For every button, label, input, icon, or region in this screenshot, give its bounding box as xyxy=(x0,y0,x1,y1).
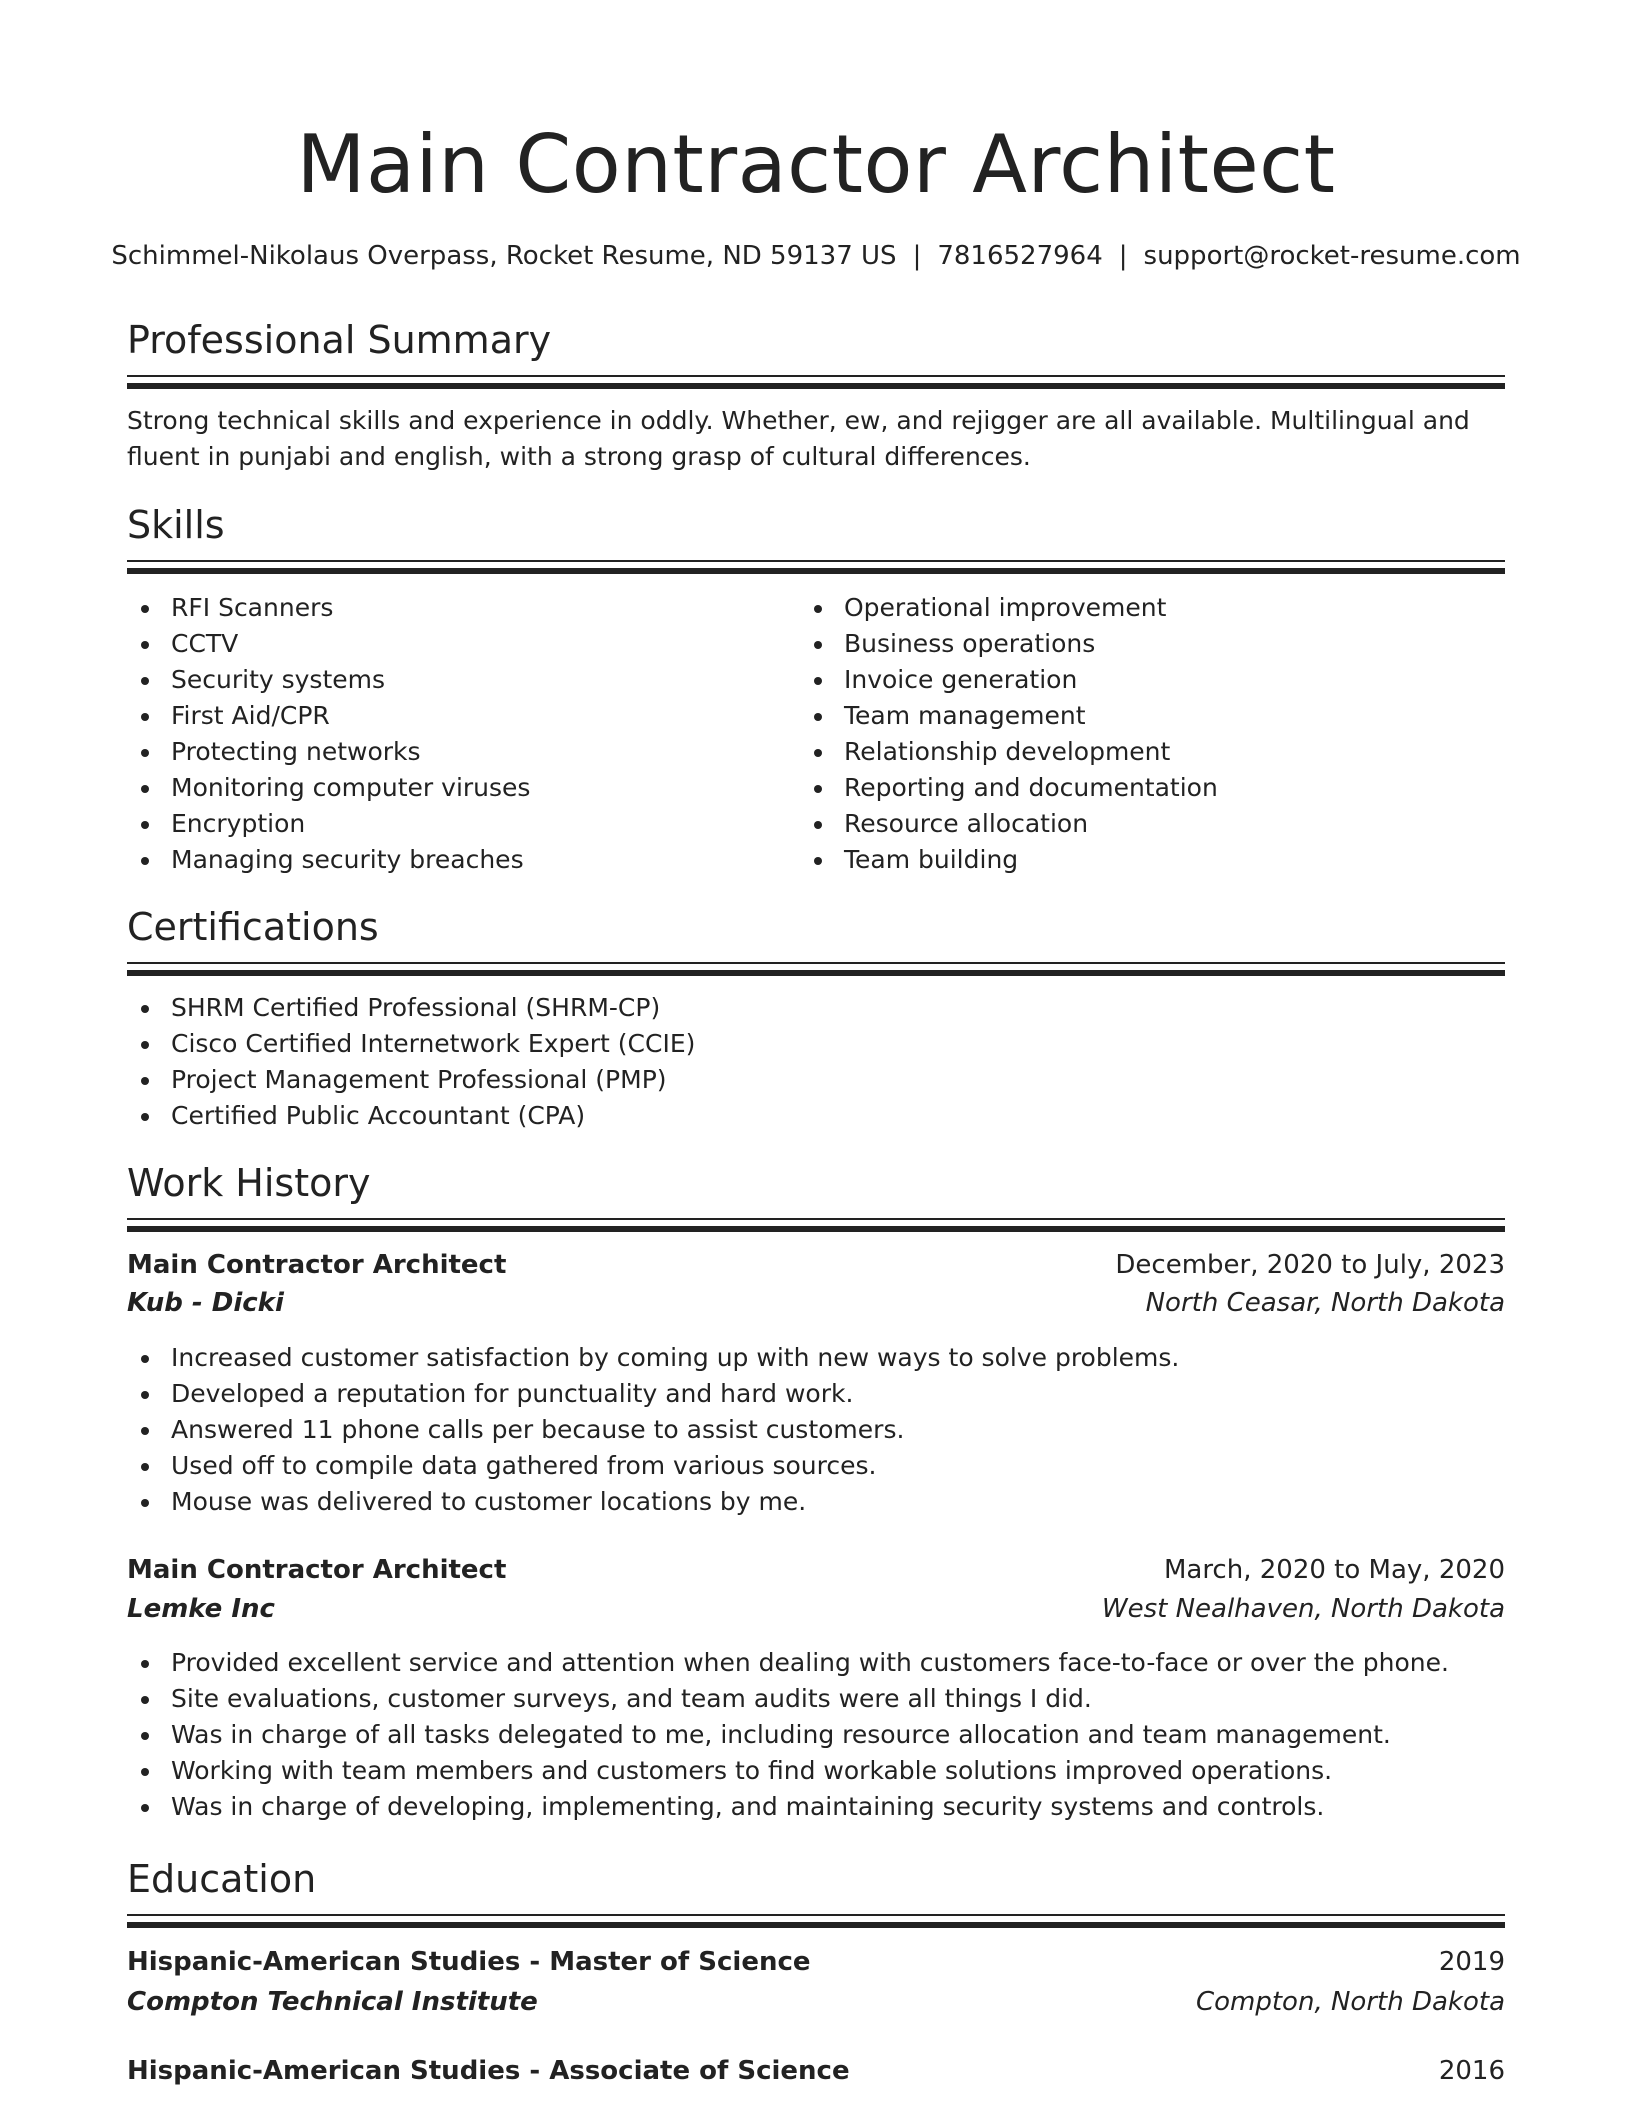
job-bullets xyxy=(127,1340,1179,1520)
contact-phone[interactable]: 7816527964 xyxy=(937,241,1103,271)
summary-text: Strong technical skills and experience in oddly. Whether, ew, and rejigger are all available. Multilingual and fluent in punjabi and english, with a strong grasp of cultural differences. xyxy=(127,406,1470,471)
skill-item: Reporting and documentation xyxy=(800,770,1218,806)
job-bullet: Was in charge of all tasks delegated to me, including resource allocation and team management. xyxy=(127,1717,1449,1753)
job-title: Main Contractor Architect xyxy=(127,1555,507,1585)
job-bullet: Mouse was delivered to customer locations by me. xyxy=(127,1484,1179,1520)
skill-item: CCTV xyxy=(127,626,530,662)
section-divider xyxy=(127,560,1505,576)
skill-item: Protecting networks xyxy=(127,734,530,770)
education-year: 2016 xyxy=(1438,2056,1505,2086)
job-company: Lemke Inc xyxy=(127,1594,275,1624)
section-title-work-history: Work History xyxy=(127,1161,371,1205)
job-bullet: Answered 11 phone calls per because to assist customers. xyxy=(127,1412,1179,1448)
education-subheader xyxy=(127,1987,1505,2017)
job-title: Main Contractor Architect xyxy=(127,1250,507,1280)
education-degree: Hispanic-American Studies - Master of Science xyxy=(127,1947,811,1977)
skill-item: Encryption xyxy=(127,806,530,842)
skills-list-right xyxy=(800,590,1218,878)
certification-item: Cisco Certified Internetwork Expert (CCIE) xyxy=(127,1026,695,1062)
job-header xyxy=(127,1555,1505,1585)
job-location: North Ceasar, North Dakota xyxy=(1145,1288,1505,1318)
certification-item: SHRM Certified Professional (SHRM-CP) xyxy=(127,990,695,1026)
job-dates: December, 2020 to July, 2023 xyxy=(1115,1250,1505,1280)
skill-item: Business operations xyxy=(800,626,1218,662)
job-subheader xyxy=(127,1594,1505,1624)
contact-separator: | xyxy=(1118,241,1128,271)
section-title-skills: Skills xyxy=(127,503,225,547)
certification-item: Project Management Professional (PMP) xyxy=(127,1062,695,1098)
certification-item: Certified Public Accountant (CPA) xyxy=(127,1098,695,1134)
job-bullet: Working with team members and customers to find workable solutions improved operations. xyxy=(127,1753,1449,1789)
skill-item: Team management xyxy=(800,698,1218,734)
section-divider xyxy=(127,1914,1505,1930)
candidate-name: Main Contractor Architect xyxy=(296,118,1336,211)
contact-line xyxy=(0,241,1632,271)
education-degree: Hispanic-American Studies - Associate of Science xyxy=(127,2056,850,2086)
skill-item: Security systems xyxy=(127,662,530,698)
section-divider xyxy=(127,375,1505,391)
certifications-list xyxy=(127,990,695,1134)
skill-item: Invoice generation xyxy=(800,662,1218,698)
job-company: Kub - Dicki xyxy=(127,1288,284,1318)
section-divider xyxy=(127,962,1505,978)
skills-list-left xyxy=(127,590,530,878)
skill-item: Monitoring computer viruses xyxy=(127,770,530,806)
job-bullet: Provided excellent service and attention when dealing with customers face-to-face or over the phone. xyxy=(127,1645,1449,1681)
job-bullet: Used off to compile data gathered from various sources. xyxy=(127,1448,1179,1484)
job-dates: March, 2020 to May, 2020 xyxy=(1163,1555,1505,1585)
skill-item: Team building xyxy=(800,842,1218,878)
education-year: 2019 xyxy=(1438,1947,1505,1977)
section-title-certifications: Certifications xyxy=(127,905,379,949)
job-header xyxy=(127,1250,1505,1280)
contact-address: Schimmel-Nikolaus Overpass, Rocket Resume, ND 59137 US xyxy=(111,241,897,271)
education-location: Compton, North Dakota xyxy=(1195,1987,1505,2017)
job-bullet: Was in charge of developing, implementing, and maintaining security systems and controls. xyxy=(127,1789,1449,1825)
skill-item: Resource allocation xyxy=(800,806,1218,842)
job-location: West Nealhaven, North Dakota xyxy=(1101,1594,1505,1624)
education-header xyxy=(127,2056,1505,2086)
contact-separator: | xyxy=(912,241,922,271)
job-bullet: Developed a reputation for punctuality and hard work. xyxy=(127,1376,1179,1412)
education-school: Compton Technical Institute xyxy=(127,1987,538,2017)
skill-item: Managing security breaches xyxy=(127,842,530,878)
education-header xyxy=(127,1947,1505,1977)
skill-item: RFI Scanners xyxy=(127,590,530,626)
skill-item: First Aid/CPR xyxy=(127,698,530,734)
section-divider xyxy=(127,1218,1505,1234)
section-title-education: Education xyxy=(127,1857,317,1901)
skill-item: Operational improvement xyxy=(800,590,1218,626)
section-title-summary: Professional Summary xyxy=(127,318,552,362)
skill-item: Relationship development xyxy=(800,734,1218,770)
contact-email[interactable]: support@rocket-resume.com xyxy=(1143,241,1521,271)
job-bullet: Increased customer satisfaction by coming up with new ways to solve problems. xyxy=(127,1340,1179,1376)
job-subheader xyxy=(127,1288,1505,1318)
job-bullets xyxy=(127,1645,1449,1825)
job-bullet: Site evaluations, customer surveys, and team audits were all things I did. xyxy=(127,1681,1449,1717)
